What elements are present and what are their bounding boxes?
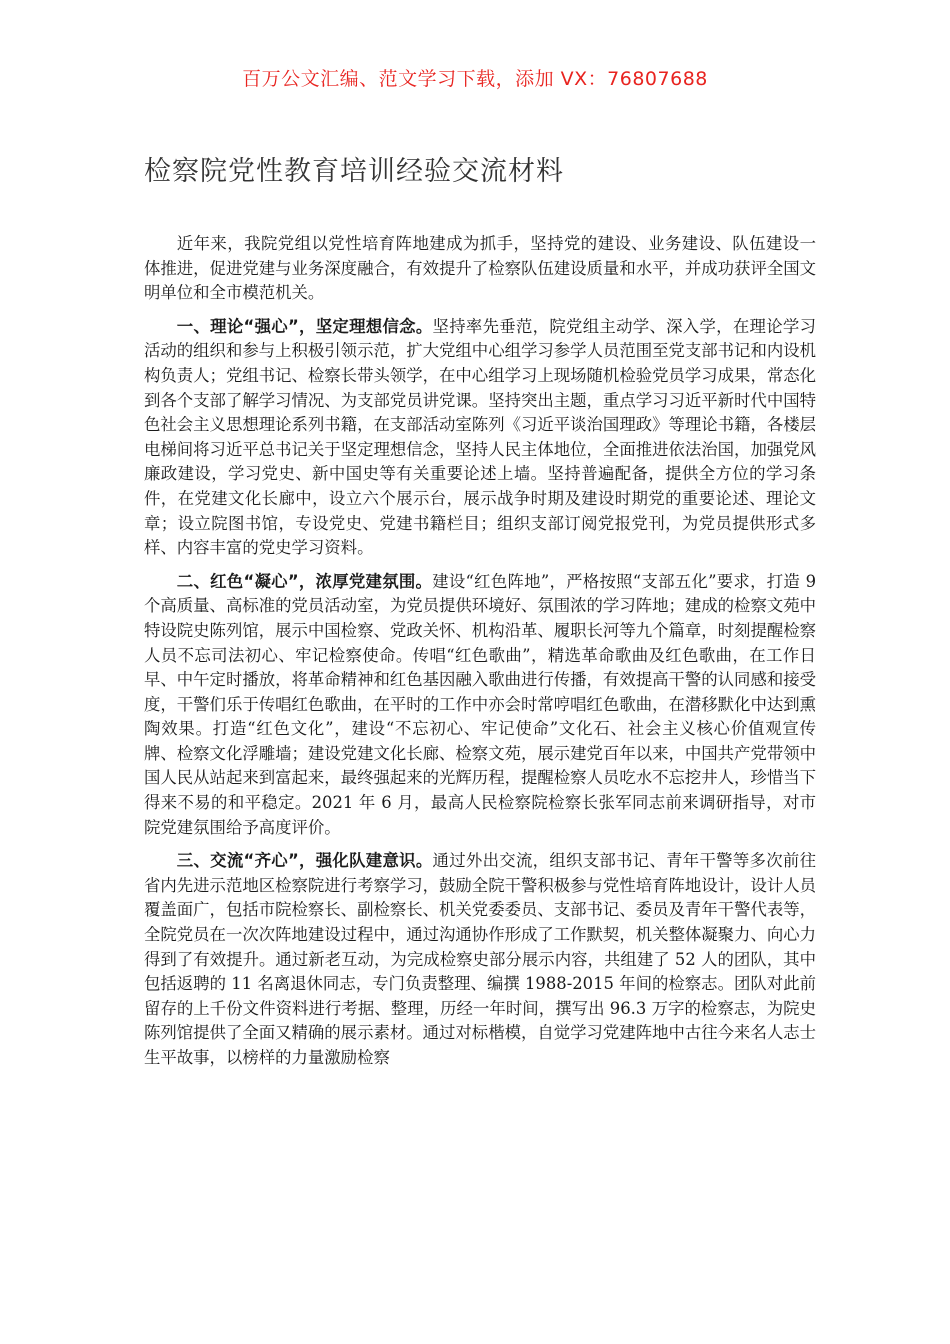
paragraph-text: 建设“红色阵地”，严格按照“支部五化”要求，打造 9 个高质量、高标准的党员活动室，为党员提供环境好、氛围浓的学习阵地；建成的检察文苑中特设院史陈列馆，展示中国检察、党政关怀、机构沿革、履职长河等九个篇章，时刻提醒检察人员不忘司法初心、牢记检察使命。传唱“红色歌曲”，精选革命歌曲及红色歌曲，在工作日早、中午定时播放，将革命精神和红色基因融入歌曲进行传播，有效提高干警的认同感和接受度，干警们乐于传唱红色歌曲，在平时的工作中亦会时常哼唱红色歌曲，在潜移默化中达到熏陶效果。打造“红色文化”，建设“不忘初心、牢记使命”文化石、社会主义核心价值观宣传牌、检察文化浮雕墙；建设党建文化长廊、检察文苑，展示建党百年以来，中国共产党带领中国人民从站起来到富起来，最终强起来的光辉历程，提醒检察人员吃水不忘挖井人，珍惜当下得来不易的和平稳定。2021 年 6 月，最高人民检察院检察长张军同志前来调研指导，对市院党建氛围给予高度评价。 bbox=[144, 571, 817, 837]
paragraph-text: 近年来，我院党组以党性培育阵地建成为抓手，坚持党的建设、业务建设、队伍建设一体推进，促进党建与业务深度融合，有效提升了检察队伍建设质量和水平，并成功获评全国文明单位和全市模范机关。 bbox=[144, 234, 817, 303]
section-3-heading: 三、交流“齐心”，强化队建意识。 bbox=[176, 851, 433, 871]
paragraph-text: 坚持率先垂范，院党组主动学、深入学，在理论学习活动的组织和参与上积极引领示范，扩大党组中心组学习参学人员范围至党支部书记和内设机构负责人；党组书记、检察长带头领学，在中心组学习上现场随机检验党员学习成果，常态化到各个支部了解学习情况、为支部党员讲党课。坚持突出主题，重点学习习近平新时代中国特色社会主义思想理论系列书籍，在支部活动室陈列《习近平谈治国理政》等理论书籍，各楼层电梯间将习近平总书记关于坚定理想信念，坚持人民主体地位，全面推进依法治国，加强党风廉政建设，学习党史、新中国史等有关重要论述上墙。坚持普遍配备，提供全方位的学习条件，在党建文化长廊中，设立六个展示台，展示战争时期及建设时期党的重要论述、理论文章；设立院图书馆，专设党史、党建书籍栏目；组织支部订阅党报党刊，为党员提供形式多样、内容丰富的党史学习资料。 bbox=[144, 316, 817, 558]
section-2-heading: 二、红色“凝心”，浓厚党建氛围。 bbox=[176, 571, 433, 591]
document-body bbox=[144, 232, 816, 1080]
section-2-paragraph bbox=[144, 570, 816, 841]
document-title: 检察院党性教育培训经验交流材料 bbox=[144, 156, 564, 187]
section-1-heading: 一、理论“强心”，坚定理想信念。 bbox=[176, 316, 433, 336]
section-1-paragraph bbox=[144, 315, 816, 561]
section-3-paragraph bbox=[144, 849, 816, 1070]
paragraph-text: 通过外出交流，组织支部书记、青年干警等多次前往省内先进示范地区检察院进行考察学习，鼓励全院干警积极参与党性培育阵地设计，设计人员覆盖面广，包括市院检察长、副检察长、机关党委委员、支部书记、委员及青年干警代表等，全院党员在一次次阵地建设过程中，通过沟通协作形成了工作默契，机关整体凝聚力、向心力得到了有效提升。通过新老互动，为完成检察史部分展示内容，共组建了 52 人的团队，其中包括返聘的 11 名离退休同志，专门负责整理、编撰 1988-2015 年间的检察志。团队对此前留存的上千份文件资料进行考据、整理，历经一年时间，撰写出 96.3 万字的检察志，为院史陈列馆提供了全面又精确的展示素材。通过对标楷模，自觉学习党建阵地中古往今来名人志士生平故事，以榜样的力量激励检察 bbox=[144, 851, 817, 1067]
promo-banner: 百万公文汇编、范文学习下载，添加 VX：76807688 bbox=[242, 68, 708, 90]
intro-paragraph bbox=[144, 232, 816, 306]
